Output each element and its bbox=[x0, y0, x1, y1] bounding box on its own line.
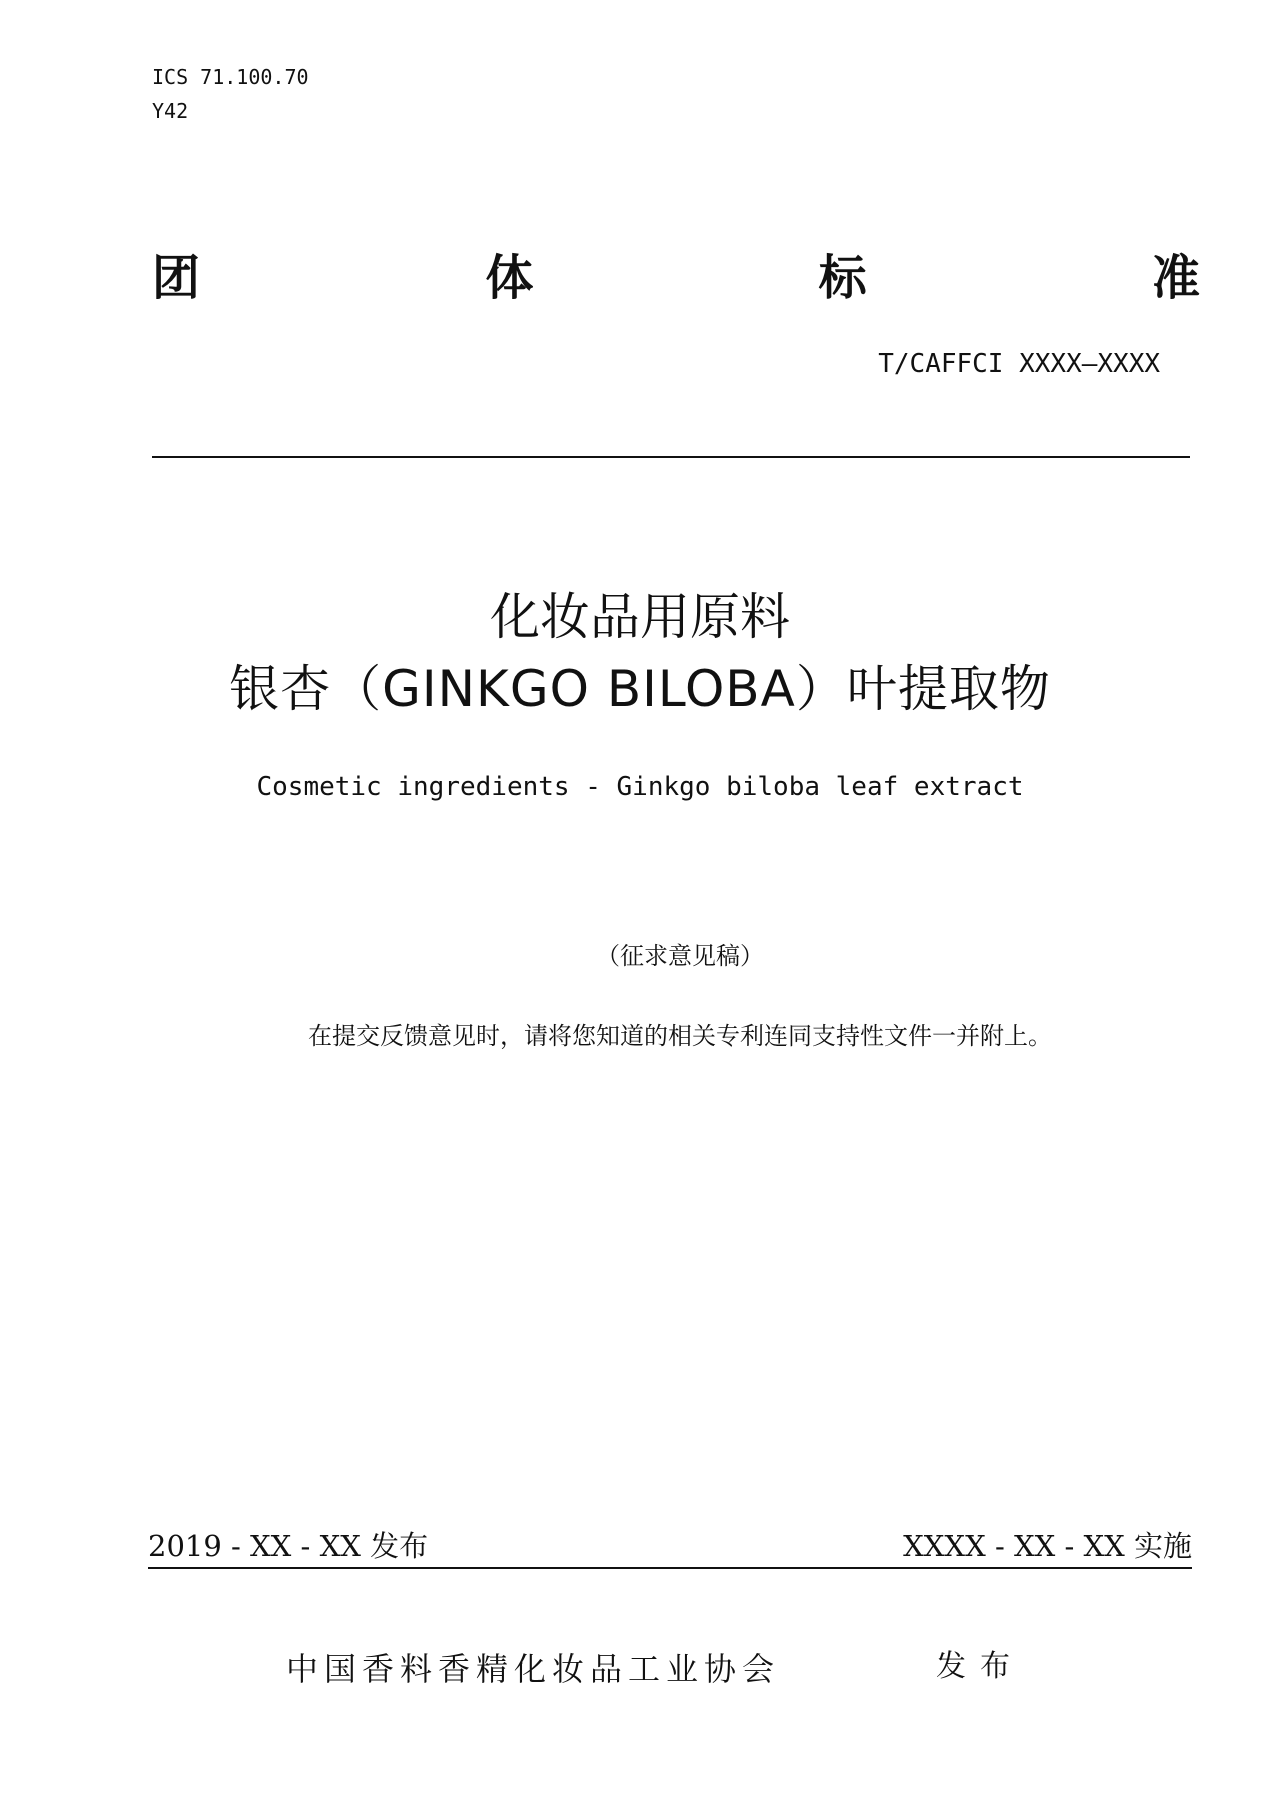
standard-type-char: 准 bbox=[1151, 250, 1200, 306]
classification-code: Y42 bbox=[152, 99, 189, 123]
standard-type-char: 团 bbox=[152, 250, 201, 306]
publish-date: 2019 - XX - XX 发布 bbox=[148, 1529, 429, 1563]
title-line-2: 银杏（GINKGO BILOBA）叶提取物 bbox=[229, 660, 1051, 718]
implement-date: XXXX - XX - XX 实施 bbox=[903, 1529, 1192, 1563]
standard-type-char: 标 bbox=[818, 250, 867, 306]
standard-type-char: 体 bbox=[485, 250, 534, 306]
draft-label: （征求意见稿） bbox=[596, 942, 764, 970]
issuing-organization: 中国香料香精化妆品工业协会 bbox=[286, 1650, 781, 1688]
title-line-1: 化妆品用原料 bbox=[490, 588, 790, 646]
standard-type-heading bbox=[152, 248, 1200, 308]
standard-code: T/CAFFCI XXXX—XXXX bbox=[878, 349, 1160, 379]
patent-note: 在提交反馈意见时，请将您知道的相关专利连同支持性文件一并附上。 bbox=[308, 1022, 1052, 1050]
bottom-divider bbox=[148, 1567, 1192, 1569]
ics-code: ICS 71.100.70 bbox=[152, 65, 309, 89]
english-title: Cosmetic ingredients - Ginkgo biloba leaf extract bbox=[256, 772, 1024, 802]
issued-by-label: 发布 bbox=[936, 1649, 1024, 1684]
top-divider bbox=[152, 456, 1190, 458]
